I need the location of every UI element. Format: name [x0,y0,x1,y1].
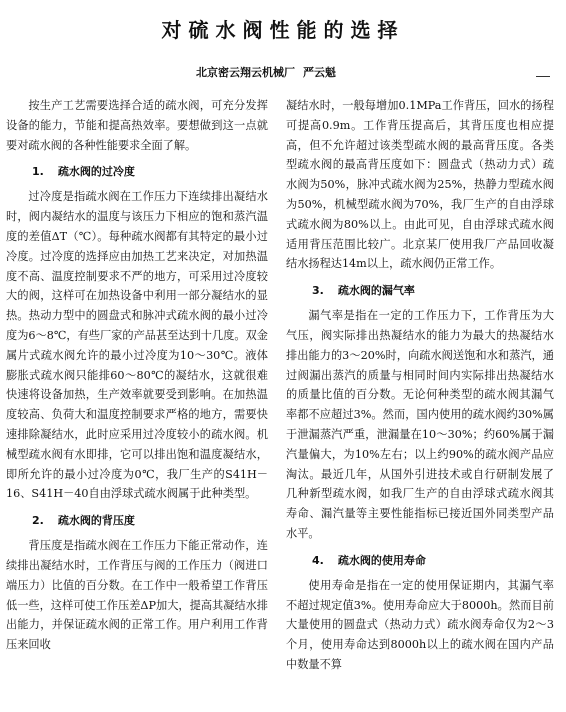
byline [196,64,344,80]
section-1-paragraph: 过冷度是指疏水阀在工作压力下连续排出凝结水时，阀内凝结水的温度与该压力下相应的饱和蒸汽温度的差值ΔT（℃）。每种疏水阀都有其特定的最小过冷度。过冷度的选择应由加热工艺来决定，对加热温度不高、温度控制要求不严的地方，可采用过冷度较大的阀，这样可在加热设备中利用一部分凝结水的显热。热动力型中的圆盘式和脉冲式疏水阀的最小过冷度为6～8℃，有些厂家的产品甚至达到十几度。双金属片式疏水阀允许的最小过冷度为10～30℃。液体膨胀式疏水阀只能排60～80℃的凝结水，这就很难快速将设备加热，生产效率就要受到影响。在加热温度较高、负荷大和温度控制要求严格的地方，需要快速排除凝结水，此时应采用过冷度较小的疏水阀。机械型疏水阀有水即排，它可以排出饱和温度凝结水，即所允许的最小过冷度为0℃，我厂生产的S41H－16、S41H－40自由浮球式疏水阀属于此种类型。 [6,190,268,501]
section-3-title: 疏水阀的漏气率 [337,284,415,298]
section-3-number: 3. [312,284,324,298]
section-2-paragraph: 背压度是指疏水阀在工作压力下能正常动作，连续排出凝结水时，工作背压与阀的工作压力（阀进口端压力）比值的百分数。在工作中一般希望工作背压低一些，这样可使工作压差ΔP加大，提高其凝结水排出能力，并保证疏水阀的正常工作。用户利用工作背压来回收 [6,539,268,652]
section-4-heading [286,552,554,570]
affiliation: 北京密云翔云机械厂 [196,66,295,79]
section-2-heading [6,512,268,530]
section-4-title: 疏水阀的使用寿命 [337,553,426,567]
article-title: 对硫水阀性能的选择 [161,18,405,42]
section-1-heading [6,163,268,181]
left-column [6,96,268,655]
section-2-continued-paragraph: 凝结水时，一般每增加0.1MPa工作背压，回水的扬程可提高0.9m。工作背压提高后，其背压度也相应提高，但不允许超过该类型疏水阀的最高背压度。各类型疏水阀的最高背压度如下：圆盘式（热动力式）疏水阀为50%，脉冲式疏水阀为25%，热静力型疏水阀为50%，机械型疏水阀为70%，我厂生产的自由浮球式疏水阀为80%以上。由此可见，自由浮球式疏水阀适用背压范围比较广。北京某厂使用我厂产品回收凝结水扬程达14m以上，疏水阀仍正常工作。 [286,99,554,271]
section-3-heading [286,282,554,300]
header-rule [536,76,550,77]
section-4-paragraph: 使用寿命是指在一定的使用保证期内，其漏气率不超过规定值3%。使用寿命应大于8000h。然而目前大量使用的圆盘式（热动力式）疏水阀寿命仅为2～3个月，使用寿命达到8000h以上的疏水阀在国内产品中数量不算 [286,578,554,671]
intro-paragraph: 按生产工艺需要选择合适的疏水阀，可充分发挥设备的能力，节能和提高热效率。要想做到这一点就要对疏水阀的各种性能要求全面了解。 [6,99,268,152]
section-1-title: 疏水阀的过冷度 [57,165,135,179]
author: 严云魁 [303,66,336,79]
section-1-number: 1. [32,165,44,179]
section-2-title: 疏水阀的背压度 [57,514,135,528]
section-4-number: 4. [312,553,324,567]
section-2-number: 2. [32,514,44,528]
right-column [286,96,554,675]
section-3-paragraph: 漏气率是指在一定的工作压力下，工作背压为大气压，阀实际排出热凝结水的能力为最大的热凝结水排出能力的3～20%时，向疏水阀送饱和水和蒸汽，通过阀漏出蒸汽的质量与相同时间内实际排出热凝结水的质量比值的百分数。无论何种类型的疏水阀其漏气率都不应超过3%。然而，国内使用的疏水阀约30%属于泄漏蒸汽严重，泄漏量在10～30%；约60%属于漏汽量偏大，为10%左右；以上约90%的疏水阀产品应淘汰。最近几年，从国外引进技术或自行研制发展了几种新型疏水阀，如我厂生产的自由浮球式疏水阀其寿命、漏汽量等主要性能指标已接近国外同类型产品水平。 [286,309,554,540]
